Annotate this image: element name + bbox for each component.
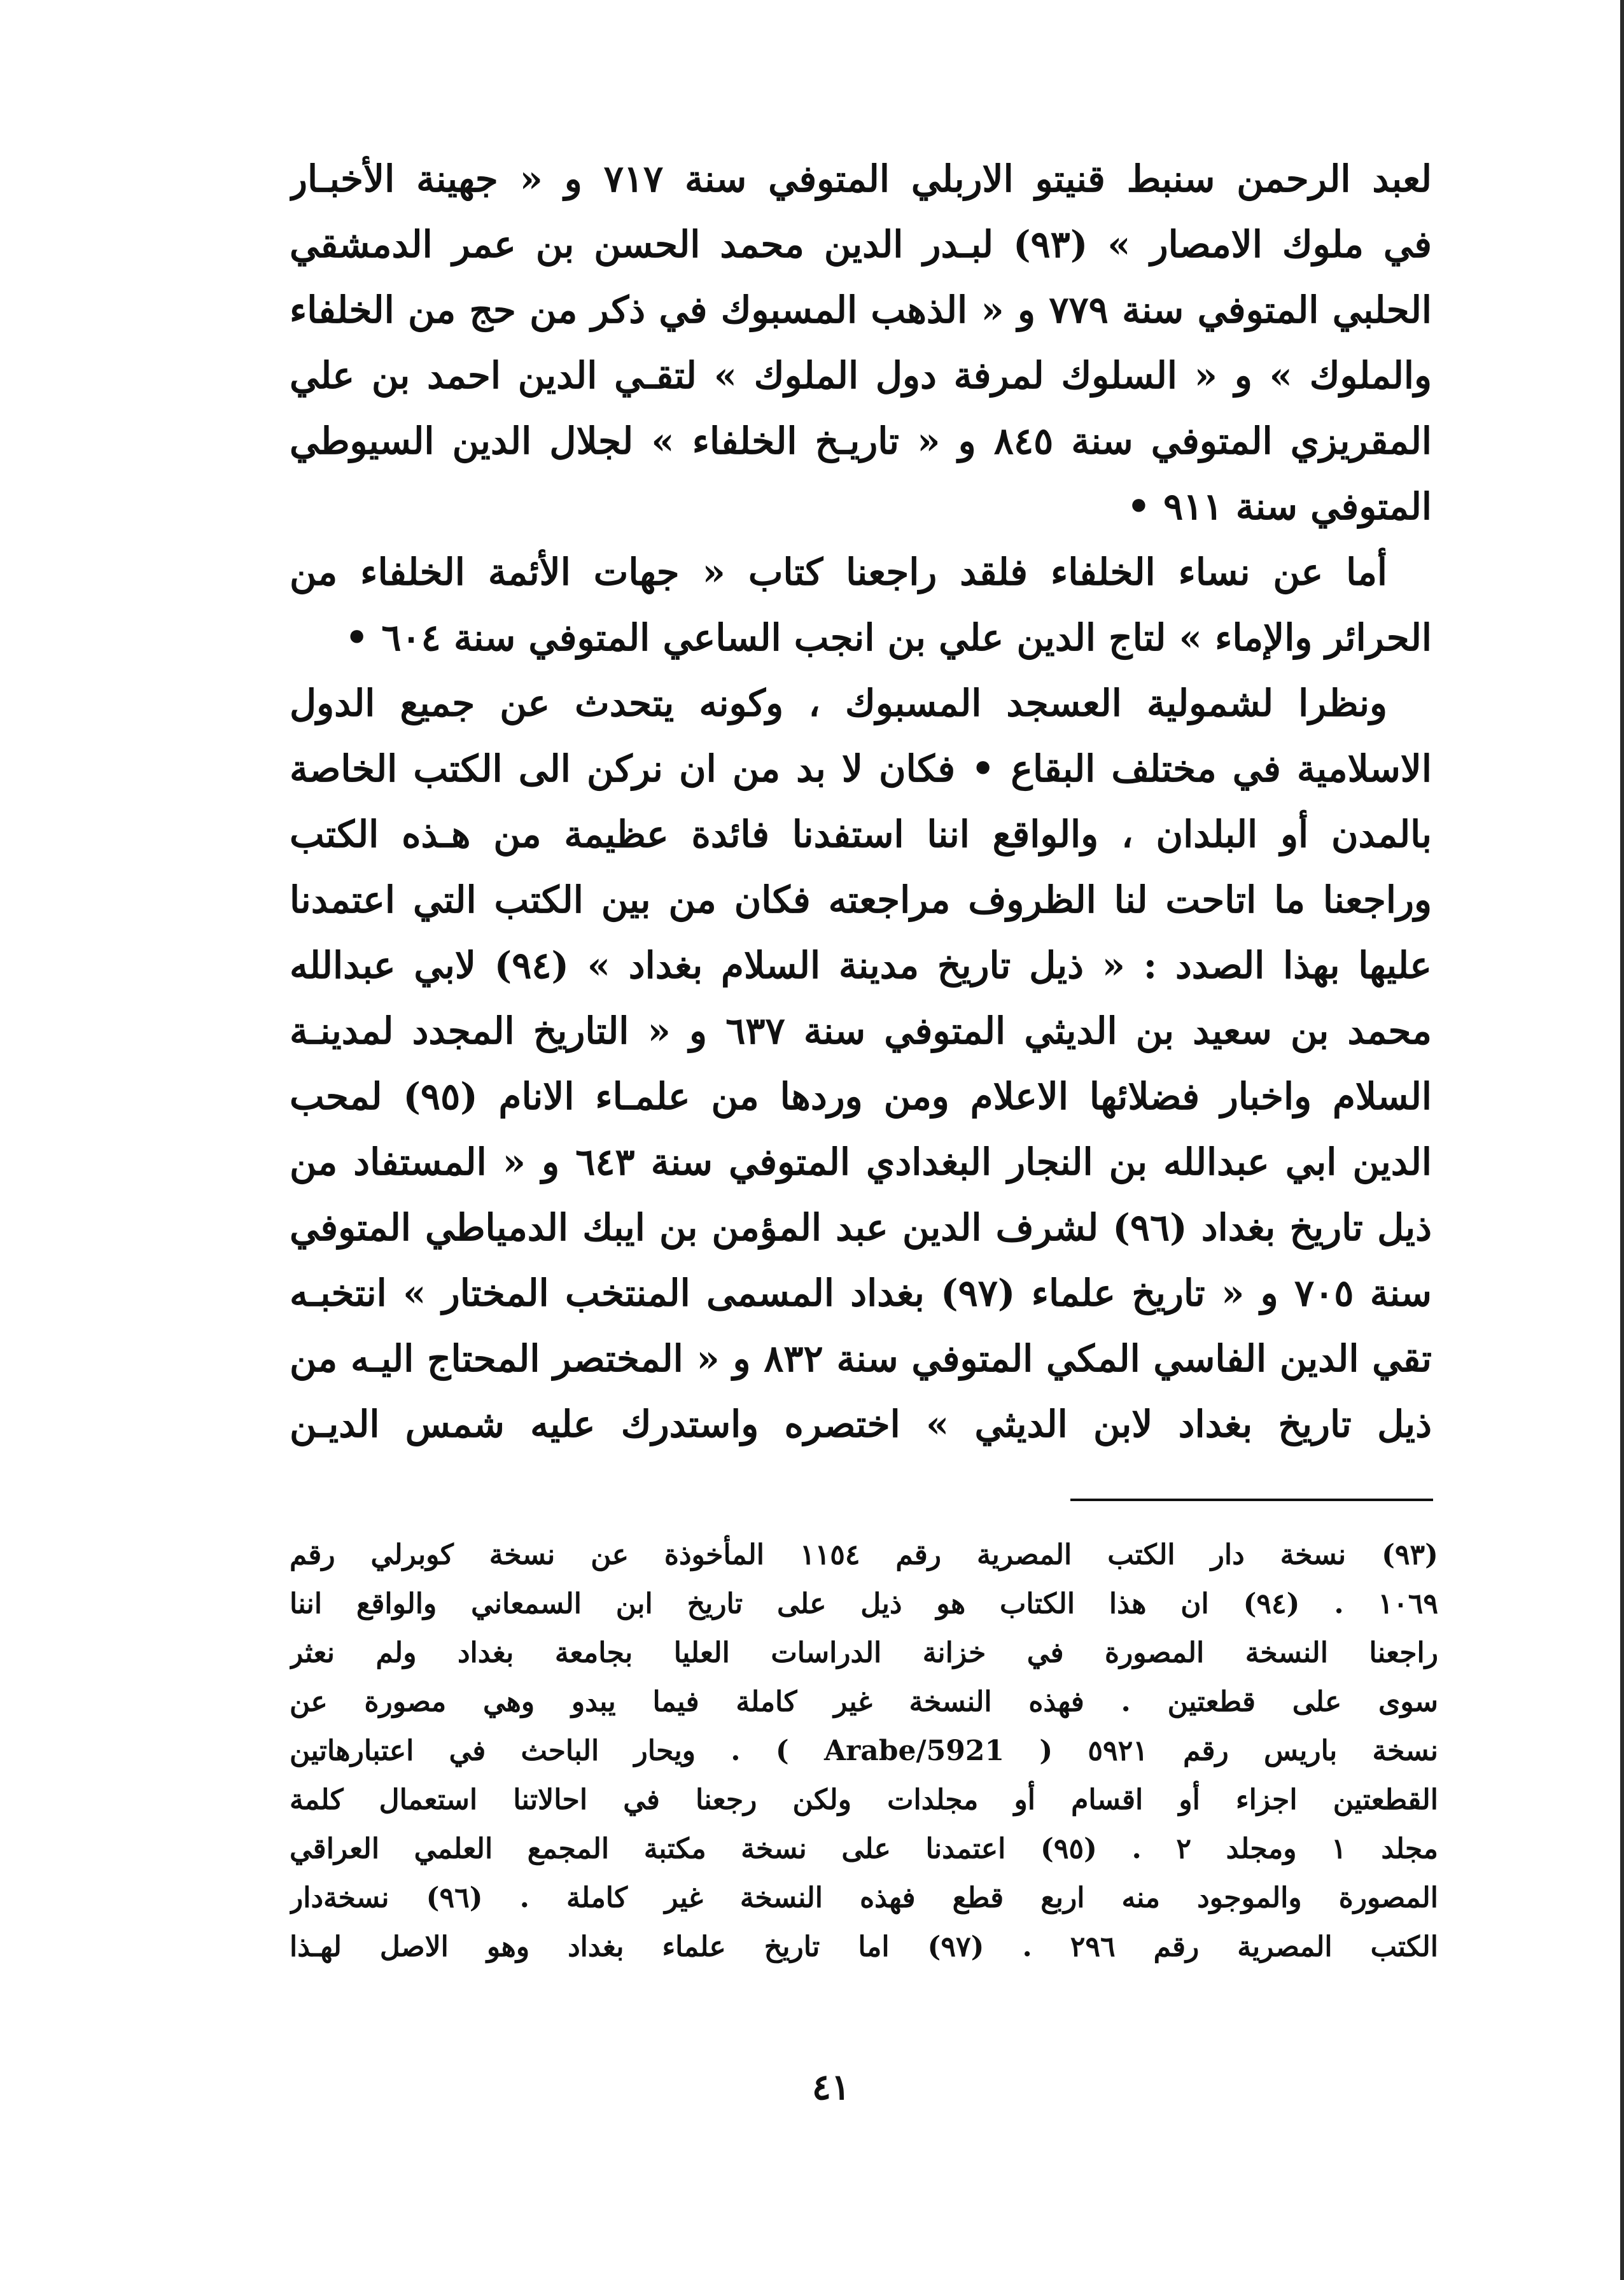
main-text-line: ذيل تاريخ بغداد (٩٦) لشرف الدين عبد المؤمن بن ايبك الدمياطي المتوفي [290,1206,1432,1249]
footnote-line: مجلد ١ ومجلد ٢ . (٩٥) اعتمدنا على نسخة مكتبة المجمع العلمي العراقي [290,1833,1438,1865]
main-text-line: الحلبي المتوفي سنة ٧٧٩ و « الذهب المسبوك في ذكر من حج من الخلفاء [290,288,1432,332]
footnote-line: الكتب المصرية رقم ٢٩٦ . (٩٧) اما تاريخ علماء بغداد وهو الاصل لهـذا [290,1931,1438,1963]
main-text-line: أما عن نساء الخلفاء فلقد راجعنا كتاب « جهات الأئمة الخلفاء من [290,550,1387,594]
main-text-line: المقريزي المتوفي سنة ٨٤٥ و « تاريـخ الخلفاء » لجلال الدين السيوطي [290,419,1432,463]
main-text-block [290,146,1432,1457]
footnote-separator-rule [1070,1499,1433,1501]
footnote-line: المصورة والموجود منه اربع قطع فهذه النسخة غير كاملة . (٩٦) نسخةدار [290,1882,1438,1914]
main-text-line: بالمدن أو البلدان ، والواقع اننا استفدنا فائدة عظيمة من هـذه الكتب [290,813,1432,856]
footnote-line: نسخة باريس رقم ٥٩٢١ ( Arabe/5921 ) . ويحار الباحث في اعتبارهاتين [290,1735,1438,1767]
main-text-line: تقي الدين الفاسي المكي المتوفي سنة ٨٣٢ و « المختصر المحتاج اليـه من [290,1337,1432,1380]
footnotes-block [290,1530,1438,1971]
main-text-line: الحرائر والإماء » لتاج الدين علي بن انجب الساعي المتوفي سنة ٦٠٤ • [345,616,1432,659]
main-text-line: ونظرا لشمولية العسجد المسبوك ، وكونه يتحدث عن جميع الدول [290,682,1387,725]
main-text-line: الاسلامية في مختلف البقاع • فكان لا بد من ان نركن الى الكتب الخاصة [290,747,1432,790]
main-text-line: سنة ٧٠٥ و « تاريخ علماء (٩٧) بغداد المسمى المنتخب المختار » انتخبـه [290,1271,1432,1315]
main-text-line: المتوفي سنة ٩١١ • [1126,485,1432,528]
footnote-line: سوى على قطعتين . فهذه النسخة غير كاملة فيما يبدو وهي مصورة عن [290,1686,1438,1718]
main-text-line: السلام واخبار فضلائها الاعلام ومن وردها من علمـاء الانام (٩٥) لمحب [290,1075,1432,1118]
page-edge-line [1620,0,1624,2280]
footnote-line: راجعنا النسخة المصورة في خزانة الدراسات العليا بجامعة بغداد ولم نعثر [290,1637,1438,1669]
main-text-line: ذيل تاريخ بغداد لابن الديثي » اختصره واستدرك عليه شمس الديـن [290,1402,1432,1446]
footnote-line: القطعتين اجزاء أو اقسام أو مجلدات ولكن رجعنا في احالاتنا استعمال كلمة [290,1784,1438,1816]
main-text-line: محمد بن سعيد بن الديثي المتوفي سنة ٦٣٧ و « التاريخ المجدد لمدينـة [290,1009,1432,1053]
footnote-line: (٩٣) نسخة دار الكتب المصرية رقم ١١٥٤ المأخوذة عن نسخة كوبرلي رقم [290,1539,1438,1571]
main-text-line: والملوك » و « السلوك لمرفة دول الملوك » لتقـي الدين احمد بن علي [290,354,1432,397]
main-text-line: وراجعنا ما اتاحت لنا الظروف مراجعته فكان من بين الكتب التي اعتمدنا [290,878,1432,921]
main-text-line: الدين ابي عبدالله بن النجار البغدادي المتوفي سنة ٦٤٣ و « المستفاد من [290,1140,1432,1184]
main-text-line: عليها بهذا الصدد : « ذيل تاريخ مدينة السلام بغداد » (٩٤) لابي عبدالله [290,944,1432,987]
main-text-line: في ملوك الامصار » (٩٣) لبـدر الدين محمد الحسن بن عمر الدمشقي [290,223,1432,266]
main-text-line: لعبد الرحمن سنبط قنيتو الاربلي المتوفي سنة ٧١٧ و « جهينة الأخبـار [290,157,1432,200]
footnote-line: ١٠٦٩ . (٩٤) ان هذا الكتاب هو ذيل على تاريخ ابن السمعاني والواقع اننا [290,1588,1438,1620]
page-number: ٤١ [811,2066,851,2108]
